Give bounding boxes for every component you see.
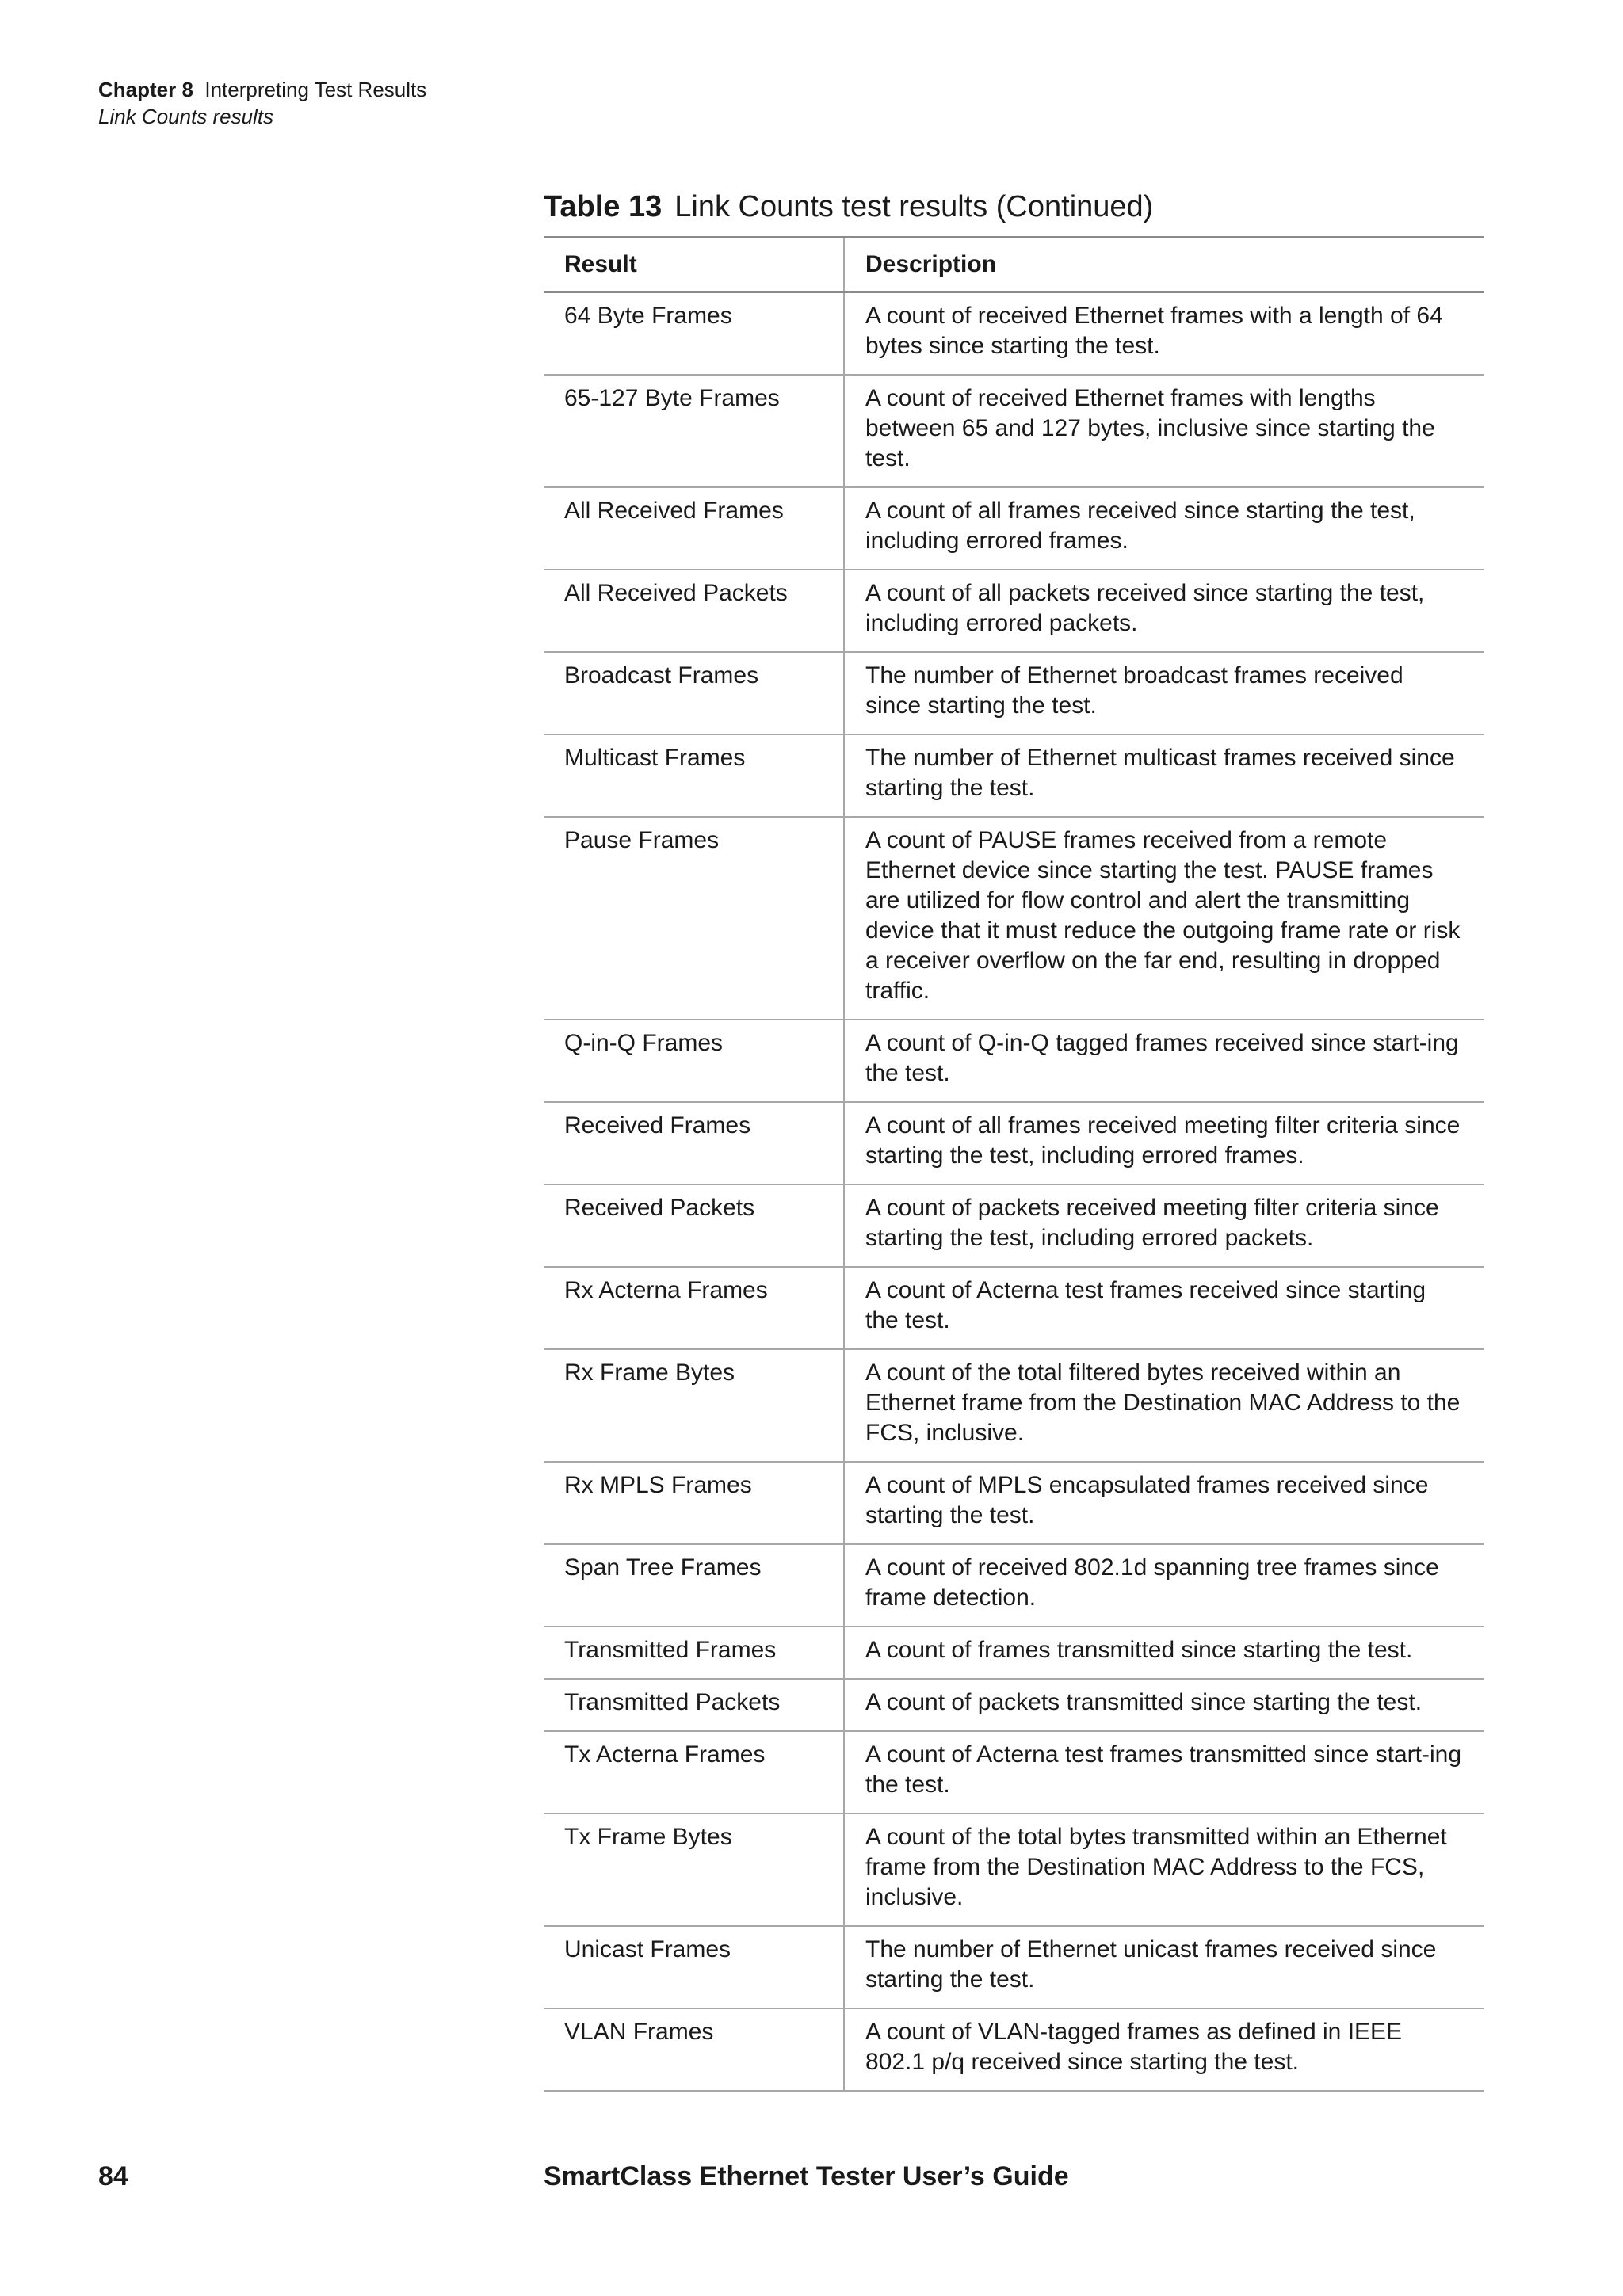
table-row — [544, 2008, 1484, 2091]
table-title: Link Counts test results (Continued) — [674, 190, 1154, 223]
table-row — [544, 292, 1484, 376]
running-header — [98, 76, 426, 130]
result-description-cell: A count of received Ethernet frames with a length of 64 bytes since starting the test. — [844, 292, 1484, 376]
page-number: 84 — [98, 2161, 128, 2191]
result-name-cell: 65-127 Byte Frames — [544, 375, 844, 487]
result-description-cell: The number of Ethernet broadcast frames received since starting the test. — [844, 652, 1484, 734]
result-description-cell: A count of all packets received since starting the test, including errored packets. — [844, 570, 1484, 652]
footer-guide-title: SmartClass Ethernet Tester User’s Guide — [544, 2161, 1069, 2191]
result-name-cell: Rx MPLS Frames — [544, 1462, 844, 1544]
chapter-line — [98, 76, 426, 103]
result-description-cell: A count of the total bytes transmitted within an Ethernet frame from the Destination MAC Address to the FCS, inclusive. — [844, 1814, 1484, 1926]
table-header-row — [544, 238, 1484, 292]
result-description-cell: A count of all frames received meeting filter criteria since starting the test, including errored frames. — [844, 1102, 1484, 1184]
table-row — [544, 1349, 1484, 1462]
table-row — [544, 1184, 1484, 1267]
section-title: Link Counts results — [98, 105, 274, 128]
result-description-cell: A count of PAUSE frames received from a remote Ethernet device since starting the test. PAUSE frames are utilized for flow control and alert the transmitting device that it must reduce the outgoing frame rate or risk a receiver overflow on the far end, resulting in dropped traffic. — [844, 817, 1484, 1020]
result-name-cell: Q-in-Q Frames — [544, 1020, 844, 1102]
table-row — [544, 734, 1484, 817]
table-row — [544, 1462, 1484, 1544]
table-row — [544, 1544, 1484, 1627]
table-row — [544, 1020, 1484, 1102]
table-row — [544, 1731, 1484, 1814]
table-row — [544, 817, 1484, 1020]
chapter-title: Interpreting Test Results — [204, 78, 427, 101]
column-header-result: Result — [544, 238, 844, 292]
result-name-cell: Received Frames — [544, 1102, 844, 1184]
result-name-cell: Multicast Frames — [544, 734, 844, 817]
result-description-cell: A count of the total filtered bytes received within an Ethernet frame from the Destination MAC Address to the FCS, inclusive. — [844, 1349, 1484, 1462]
column-header-description: Description — [844, 238, 1484, 292]
result-name-cell: Rx Frame Bytes — [544, 1349, 844, 1462]
table-body — [544, 292, 1484, 2092]
result-name-cell: Pause Frames — [544, 817, 844, 1020]
result-name-cell: Unicast Frames — [544, 1926, 844, 2008]
result-description-cell: A count of all frames received since starting the test, including errored frames. — [844, 487, 1484, 570]
table-row — [544, 570, 1484, 652]
result-name-cell: Span Tree Frames — [544, 1544, 844, 1627]
result-name-cell: VLAN Frames — [544, 2008, 844, 2091]
result-description-cell: A count of received Ethernet frames with lengths between 65 and 127 bytes, inclusive since starting the test. — [844, 375, 1484, 487]
table-row — [544, 652, 1484, 734]
table-row — [544, 1814, 1484, 1926]
result-name-cell: Received Packets — [544, 1184, 844, 1267]
result-name-cell: Tx Acterna Frames — [544, 1731, 844, 1814]
result-name-cell: Broadcast Frames — [544, 652, 844, 734]
table-row — [544, 1627, 1484, 1679]
table-row — [544, 1679, 1484, 1731]
result-description-cell: A count of packets received meeting filter criteria since starting the test, including errored packets. — [844, 1184, 1484, 1267]
table-row — [544, 1102, 1484, 1184]
result-name-cell: Rx Acterna Frames — [544, 1267, 844, 1349]
result-description-cell: A count of frames transmitted since starting the test. — [844, 1627, 1484, 1679]
result-name-cell: Transmitted Frames — [544, 1627, 844, 1679]
result-description-cell: A count of packets transmitted since starting the test. — [844, 1679, 1484, 1731]
table-row — [544, 1267, 1484, 1349]
chapter-label: Chapter 8 — [98, 78, 193, 101]
result-description-cell: The number of Ethernet unicast frames received since starting the test. — [844, 1926, 1484, 2008]
result-description-cell: A count of VLAN-tagged frames as defined in IEEE 802.1 p/q received since starting the test. — [844, 2008, 1484, 2091]
result-description-cell: A count of received 802.1d spanning tree frames since frame detection. — [844, 1544, 1484, 1627]
result-description-cell: The number of Ethernet multicast frames received since starting the test. — [844, 734, 1484, 817]
table-row — [544, 487, 1484, 570]
link-counts-table — [544, 236, 1484, 2092]
result-description-cell: A count of Q-in-Q tagged frames received since start-ing the test. — [844, 1020, 1484, 1102]
result-name-cell: All Received Packets — [544, 570, 844, 652]
result-description-cell: A count of MPLS encapsulated frames received since starting the test. — [844, 1462, 1484, 1544]
table-row — [544, 375, 1484, 487]
result-description-cell: A count of Acterna test frames received since starting the test. — [844, 1267, 1484, 1349]
result-description-cell: A count of Acterna test frames transmitted since start-ing the test. — [844, 1731, 1484, 1814]
result-name-cell: 64 Byte Frames — [544, 292, 844, 376]
table-caption — [544, 187, 1153, 227]
result-name-cell: Tx Frame Bytes — [544, 1814, 844, 1926]
table-row — [544, 1926, 1484, 2008]
table-number: Table 13 — [544, 190, 663, 223]
result-name-cell: Transmitted Packets — [544, 1679, 844, 1731]
result-name-cell: All Received Frames — [544, 487, 844, 570]
